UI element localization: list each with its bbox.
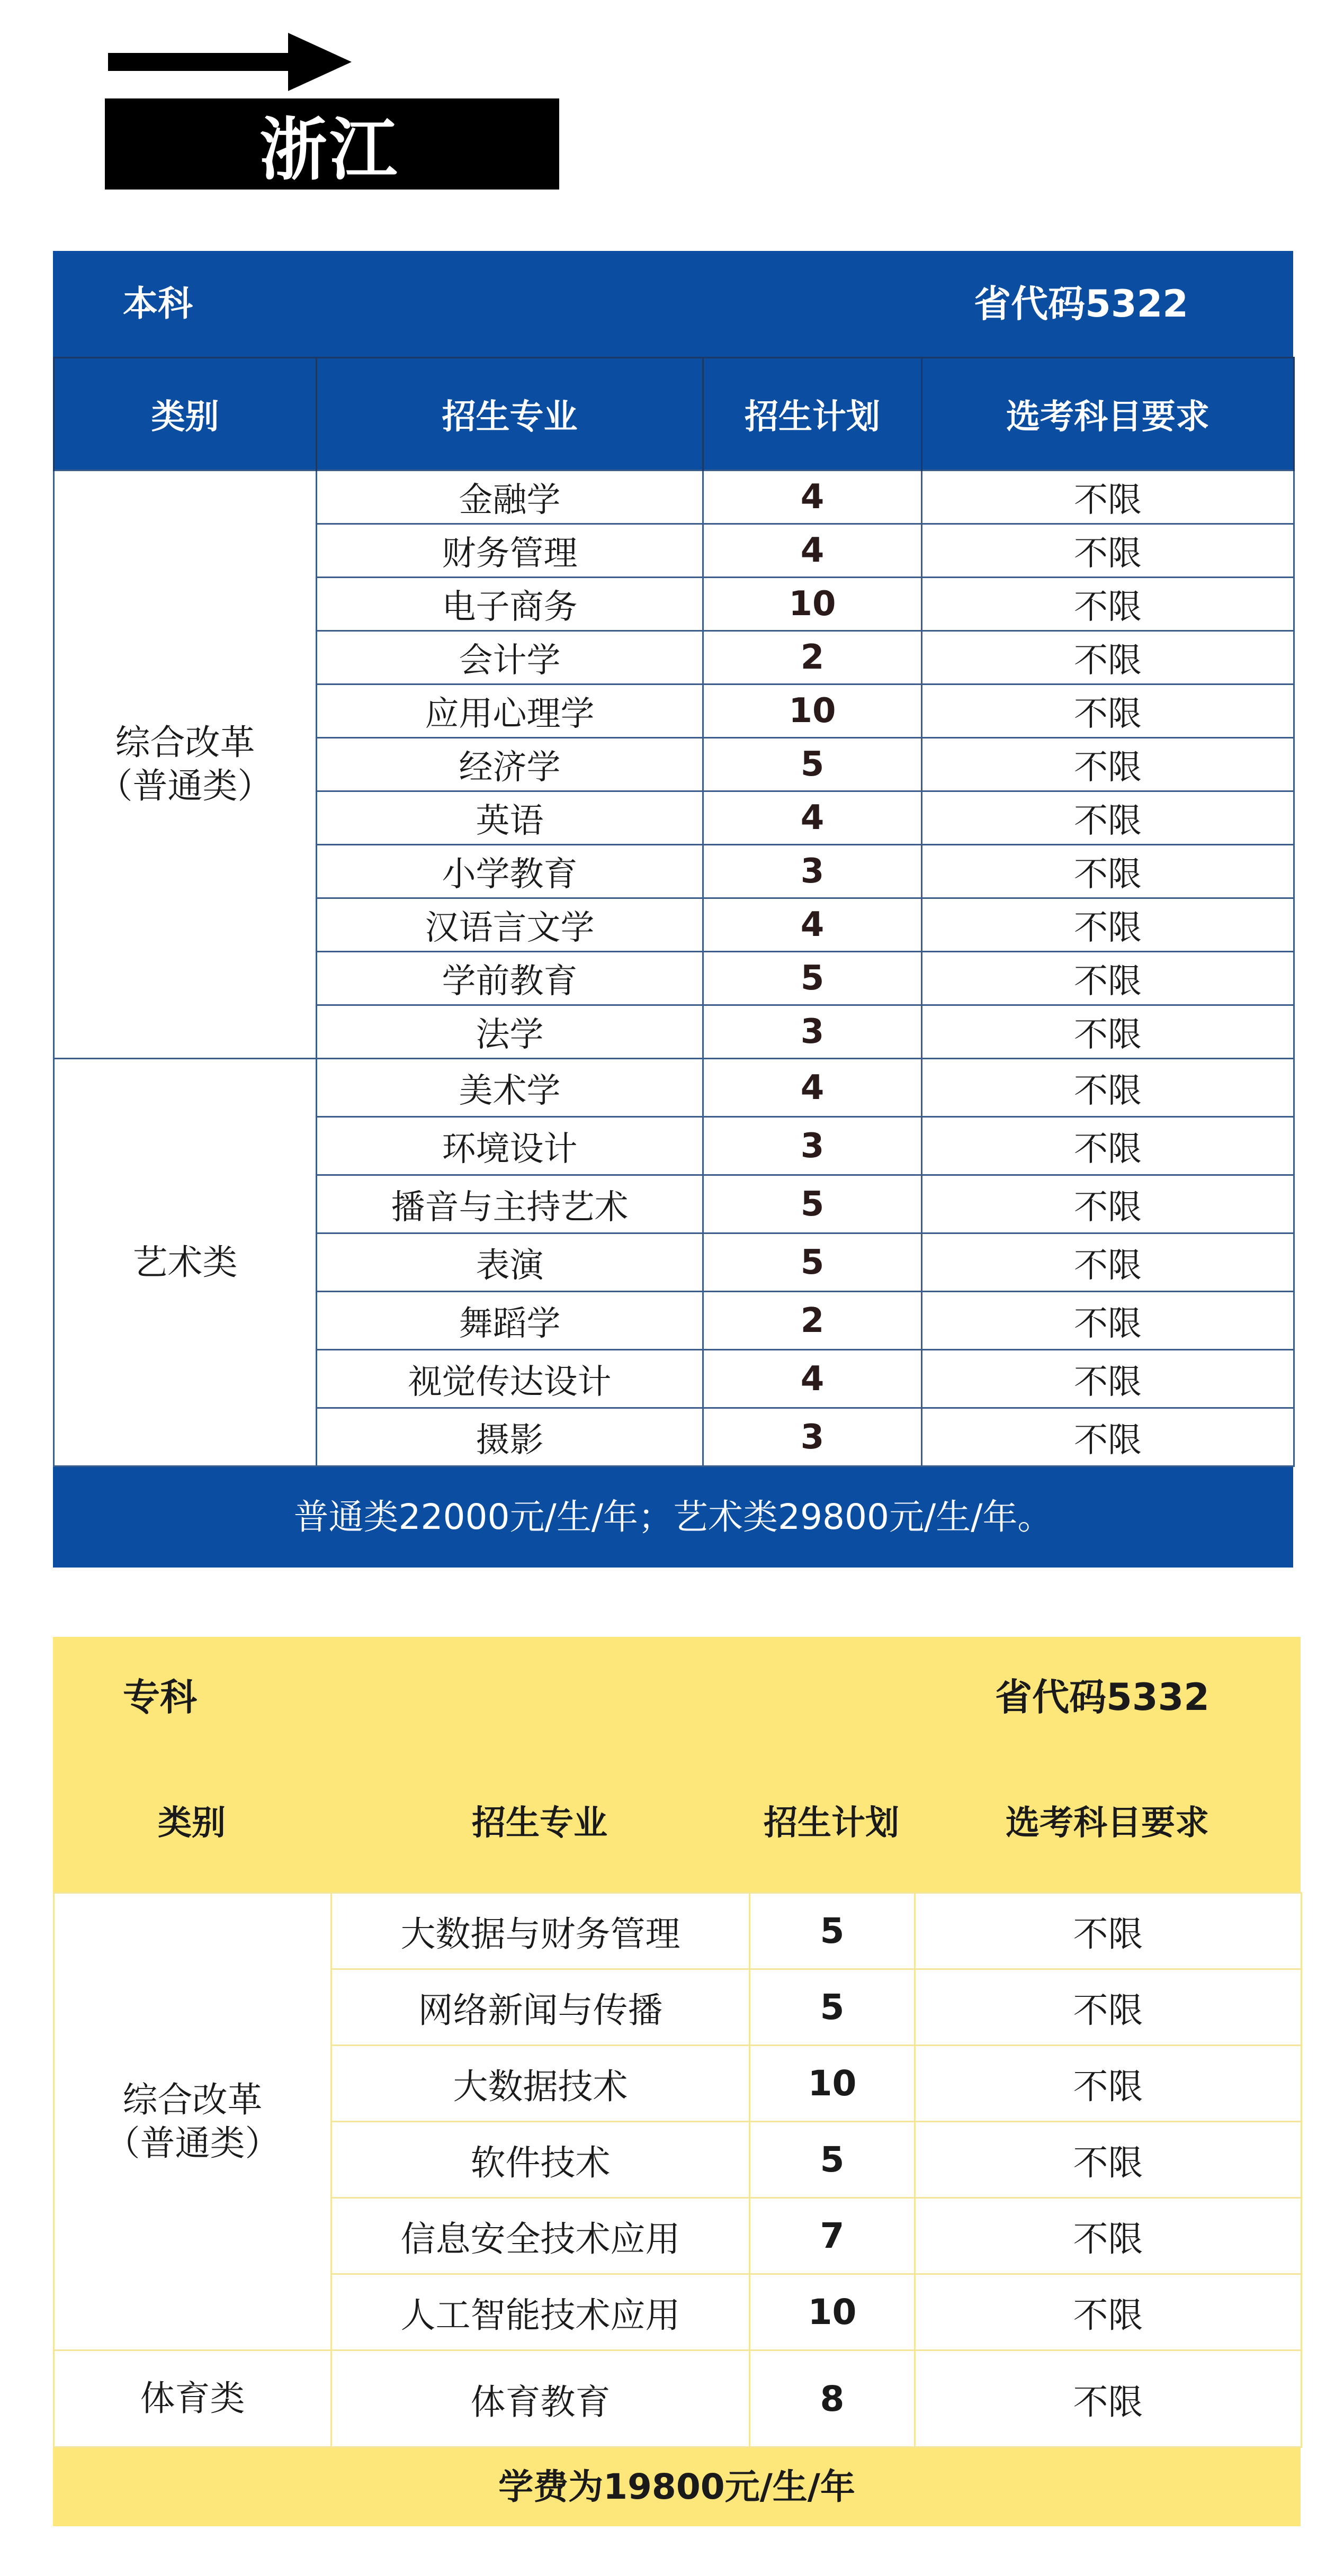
requirement-cell: 不限 (922, 1175, 1294, 1233)
plan-cell: 2 (703, 1292, 922, 1350)
major-cell: 人工智能技术应用 (332, 2274, 750, 2350)
plan-cell: 5 (750, 2122, 915, 2198)
plan-cell: 5 (703, 1233, 922, 1292)
plan-cell: 10 (750, 2274, 915, 2350)
plan-cell: 3 (703, 845, 922, 898)
plan-cell: 4 (703, 1350, 922, 1408)
requirement-cell: 不限 (922, 898, 1294, 952)
major-cell: 学前教育 (317, 952, 703, 1005)
major-cell: 小学教育 (317, 845, 703, 898)
column-header-major: 招生专业 (317, 358, 703, 471)
requirement-cell: 不限 (922, 578, 1294, 631)
plan-cell: 4 (703, 791, 922, 845)
associate-province-code: 省代码5332 (995, 1676, 1209, 1719)
plan-cell: 10 (750, 2046, 915, 2122)
requirement-cell: 不限 (922, 738, 1294, 791)
major-cell: 英语 (317, 791, 703, 845)
table-row (54, 2350, 1302, 2447)
associate-section (53, 1637, 1301, 2526)
province-title: 浙江 (259, 111, 400, 190)
requirement-cell: 不限 (922, 1117, 1294, 1175)
major-cell: 汉语言文学 (317, 898, 703, 952)
associate-fee-note: 学费为19800元/生/年 (53, 2448, 1301, 2526)
major-cell: 会计学 (317, 631, 703, 684)
requirement-cell: 不限 (922, 631, 1294, 684)
column-header-plan: 招生计划 (764, 1804, 899, 1843)
associate-label: 专科 (123, 1676, 197, 1719)
major-cell: 体育教育 (332, 2350, 750, 2447)
plan-cell: 5 (750, 1893, 915, 1969)
plan-cell: 5 (703, 738, 922, 791)
bachelor-label: 本科 (123, 283, 193, 324)
requirement-cell: 不限 (922, 1059, 1294, 1117)
category-cell: 体育类 (54, 2350, 332, 2447)
requirement-cell: 不限 (922, 845, 1294, 898)
category-cell: 艺术类 (54, 1059, 317, 1466)
requirement-cell: 不限 (922, 524, 1294, 578)
requirement-cell: 不限 (922, 791, 1294, 845)
major-cell: 大数据与财务管理 (332, 1893, 750, 1969)
requirement-cell: 不限 (922, 471, 1294, 524)
major-cell: 信息安全技术应用 (332, 2198, 750, 2274)
major-cell: 环境设计 (317, 1117, 703, 1175)
major-cell: 播音与主持艺术 (317, 1175, 703, 1233)
category-cell: 综合改革 （普通类） (54, 471, 317, 1059)
requirement-cell: 不限 (922, 1292, 1294, 1350)
associate-header (53, 1637, 1301, 1892)
plan-cell: 2 (703, 631, 922, 684)
plan-cell: 7 (750, 2198, 915, 2274)
requirement-cell: 不限 (922, 952, 1294, 1005)
column-header-category: 类别 (158, 1804, 226, 1843)
category-cell: 综合改革 （普通类） (54, 1893, 332, 2350)
requirement-cell: 不限 (915, 2122, 1302, 2198)
major-cell: 摄影 (317, 1408, 703, 1466)
plan-cell: 4 (703, 524, 922, 578)
bachelor-table-header-row (54, 358, 1294, 471)
arrow-right-icon (108, 33, 352, 91)
associate-table (53, 1892, 1302, 2448)
bachelor-header (53, 251, 1293, 357)
requirement-cell: 不限 (922, 1233, 1294, 1292)
major-cell: 经济学 (317, 738, 703, 791)
plan-cell: 3 (703, 1117, 922, 1175)
major-cell: 电子商务 (317, 578, 703, 631)
requirement-cell: 不限 (915, 2274, 1302, 2350)
column-header-category: 类别 (54, 358, 317, 471)
plan-cell: 10 (703, 578, 922, 631)
plan-cell: 5 (750, 1969, 915, 2046)
plan-cell: 3 (703, 1408, 922, 1466)
plan-cell: 5 (703, 1175, 922, 1233)
major-cell: 网络新闻与传播 (332, 1969, 750, 2046)
requirement-cell: 不限 (922, 1350, 1294, 1408)
plan-cell: 4 (703, 471, 922, 524)
bachelor-province-code: 省代码5322 (974, 282, 1188, 326)
plan-cell: 4 (703, 1059, 922, 1117)
table-row (54, 1059, 1294, 1117)
bachelor-section (53, 251, 1293, 1568)
column-header-requirement: 选考科目要求 (922, 358, 1294, 471)
requirement-cell: 不限 (922, 1408, 1294, 1466)
major-cell: 金融学 (317, 471, 703, 524)
table-row (54, 1893, 1302, 1969)
bachelor-fee-note: 普通类22000元/生/年；艺术类29800元/生/年。 (53, 1467, 1293, 1568)
column-header-requirement: 选考科目要求 (1006, 1804, 1209, 1843)
column-header-plan: 招生计划 (703, 358, 922, 471)
bachelor-table (53, 357, 1295, 1467)
requirement-cell: 不限 (915, 2046, 1302, 2122)
major-cell: 舞蹈学 (317, 1292, 703, 1350)
major-cell: 财务管理 (317, 524, 703, 578)
requirement-cell: 不限 (915, 1893, 1302, 1969)
plan-cell: 10 (703, 684, 922, 738)
requirement-cell: 不限 (915, 1969, 1302, 2046)
plan-cell: 8 (750, 2350, 915, 2447)
requirement-cell: 不限 (922, 1005, 1294, 1059)
major-cell: 软件技术 (332, 2122, 750, 2198)
associate-table-body (54, 1893, 1302, 2447)
major-cell: 大数据技术 (332, 2046, 750, 2122)
major-cell: 视觉传达设计 (317, 1350, 703, 1408)
plan-cell: 5 (703, 952, 922, 1005)
bachelor-table-body (54, 471, 1294, 1466)
plan-cell: 3 (703, 1005, 922, 1059)
major-cell: 应用心理学 (317, 684, 703, 738)
major-cell: 法学 (317, 1005, 703, 1059)
column-header-major: 招生专业 (472, 1804, 607, 1843)
province-title-box (105, 98, 559, 190)
table-row (54, 471, 1294, 524)
major-cell: 表演 (317, 1233, 703, 1292)
requirement-cell: 不限 (915, 2198, 1302, 2274)
major-cell: 美术学 (317, 1059, 703, 1117)
requirement-cell: 不限 (922, 684, 1294, 738)
plan-cell: 4 (703, 898, 922, 952)
requirement-cell: 不限 (915, 2350, 1302, 2447)
